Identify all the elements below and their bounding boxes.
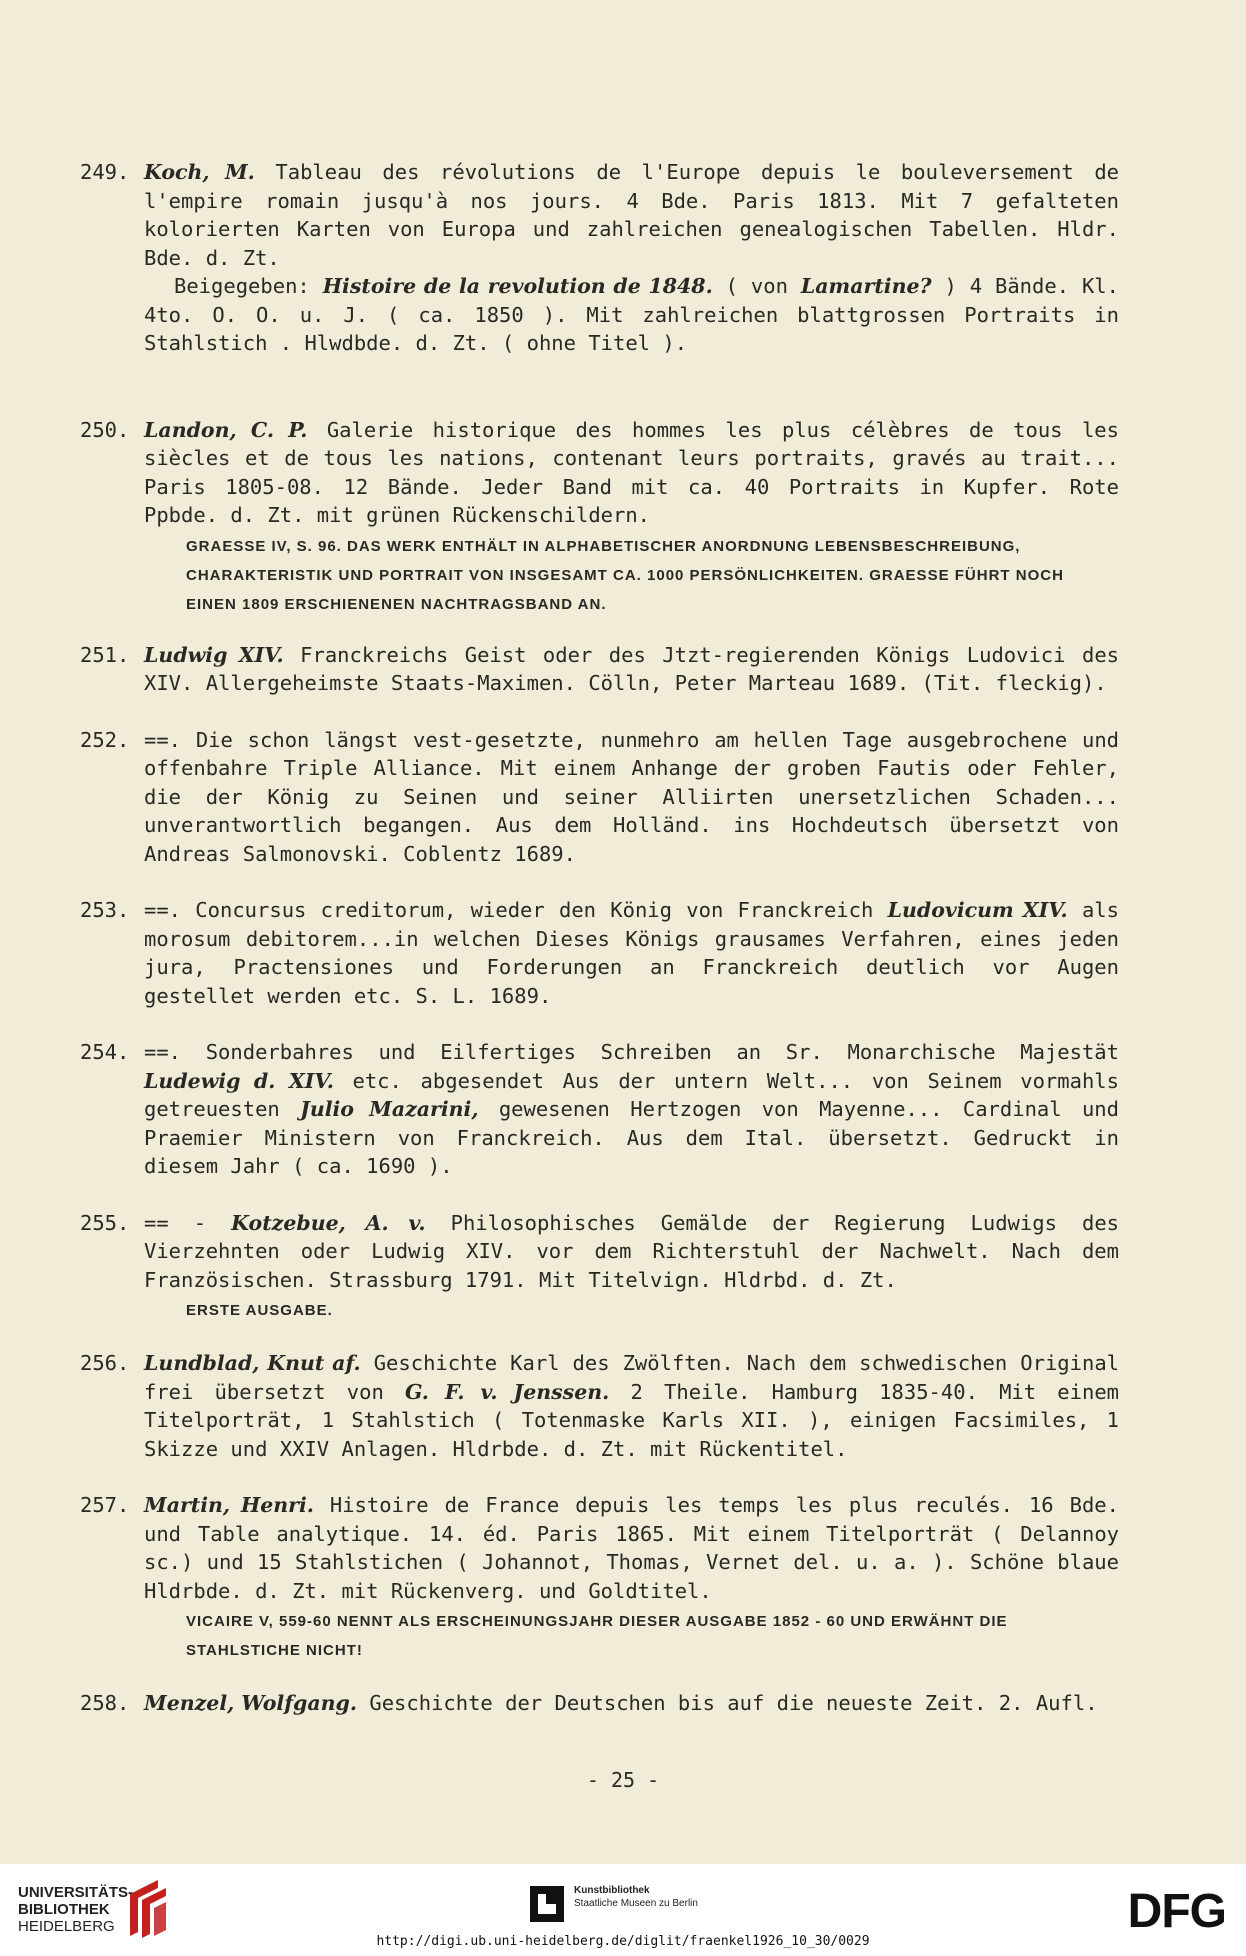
entry-number: 254. <box>80 1040 130 1064</box>
entry-number: 250. <box>80 417 130 442</box>
entry-number: 251. <box>80 642 130 667</box>
entry-text: Geschichte Karl des Zwölften. Nach dem schwedischen Original frei übersetzt von <box>144 1351 1120 1404</box>
entry-number: 249. <box>80 160 130 184</box>
kb-line: Kunstbibliothek <box>574 1885 650 1896</box>
uni-line: HEIDELBERG <box>18 1918 115 1935</box>
catalog-entry <box>80 1689 1119 1718</box>
catalog-entry <box>80 1038 1119 1181</box>
entry-text: Histoire de France depuis les temps les plus reculés. 16 Bde. und Table analytique. 14. éd. Paris 1865. Mit einem Titelporträt ( Delannoy sc.) und 15 Stahlstichen ( Johannot, Thomas, Vernet del. u. a. ). Schöne blaue Hldrbde. d. Zt. mit Rückenverg. und Goldtitel. <box>144 1493 1119 1603</box>
entry-text: ( von <box>712 274 801 298</box>
catalog-entry <box>80 896 1119 1010</box>
entry-number: 253. <box>80 898 130 922</box>
entry-text: als morosum debitorem...in welchen Dieses Königs grausames Verfahren, eines jeden jura, Practensiones und Forderungen an Franckreich deutlich vor Augen gestellet werden etc. S. L. 1689. <box>144 898 1119 1008</box>
entry-number: 255. <box>80 1210 130 1235</box>
viewer-footer <box>0 1864 1246 1956</box>
entry-text: Galerie historique des hommes les plus célèbres de tous les siècles et de tous les nations, contenant leurs portraits, gravés au trait... Paris 1805-08. 12 Bände. Jeder Band mit ca. 40 Portraits in Kupfer. Rote Ppbde. d. Zt. mit grünen Rückenschildern. <box>144 417 1119 527</box>
entry-number: 258. <box>80 1691 130 1715</box>
uni-line: UNIVERSITÄTS- <box>18 1884 134 1901</box>
entry-text: Concursus creditorum, wieder den König von Franckreich <box>181 898 888 922</box>
entry-author: Kotzebue, A. v. <box>231 1210 426 1235</box>
page-number: - 25 - <box>586 1768 660 1792</box>
entry-author: Martin, Henri. <box>144 1493 314 1517</box>
ditto-mark: == - <box>144 1210 232 1235</box>
ditto-mark: ==. <box>144 1040 182 1064</box>
university-logo-icon[interactable] <box>122 1874 170 1940</box>
entry-text: Die schon längst vest-gesetzte, nunmehro am hellen Tage ausgebrochene und offenbahre Triple Alliance. Mit einem Anhange der groben Fautis oder Fehler, die der König zu Seinen und seiner Alliirten unersetzlichen Schaden... unverantwortlich begangen. Aus dem Holländ. ins Hochdeutsch übersetzt von Andreas Salmonovski. Coblentz 1689. <box>144 727 1119 866</box>
ditto-mark: ==. <box>144 727 182 752</box>
entry-italic: Histoire de la revolution de 1848. <box>322 274 713 298</box>
entry-text: etc. abgesendet Aus der untern Welt... von Seinem vormahls getreuesten <box>144 1068 1119 1121</box>
catalog-entry <box>80 1209 1119 1326</box>
entry-author: Ludwig XIV. <box>144 642 284 667</box>
entry-text: ) 4 Bände. Kl. 4to. O. O. u. J. ( ca. 1850 ). Mit zahlreichen blattgrossen Portraits in Stahlstich . Hlwdbde. d. Zt. ( ohne Titel ). <box>144 274 1119 355</box>
entry-italic: Julio Mazarini, <box>300 1097 479 1121</box>
catalog-entry <box>80 158 1120 358</box>
entry-text: Geschichte der Deutschen bis auf die neueste Zeit. 2. Aufl. <box>357 1691 1098 1715</box>
entry-author: Koch, M. <box>144 160 255 184</box>
kunstbibliothek-logo-icon <box>530 1886 564 1922</box>
entry-text: Tableau des révolutions de l'Europe depuis le bouleversement de l'empire romain jusqu'à nos jours. 4 Bde. Paris 1813. Mit 7 gefalteten kolorierten Karten von Europa und zahlreichen genealogischen Tabellen. Hldr. Bde. d. Zt. <box>144 160 1120 270</box>
entry-note: VICAIRE V, 559-60 NENNT ALS ERSCHEINUNGSJAHR DIESER AUSGABE 1852 - 60 UND ERWÄHNT DIE STAHLSTICHE NICHT! <box>186 1613 1008 1659</box>
kb-line: Staatliche Museen zu Berlin <box>574 1898 698 1909</box>
entry-text: Beigegeben: <box>174 274 323 298</box>
catalog-entry <box>80 1491 1119 1665</box>
entry-note: ERSTE AUSGABE. <box>186 1302 333 1319</box>
entry-italic: G. F. v. Jenssen. <box>405 1379 610 1404</box>
entry-text: 2 Theile. Hamburg 1835-40. Mit einem Titelporträt, 1 Stahlstich ( Totenmaske Karls XII. ), einigen Facsimiles, 1 Skizze und XXIV Anlagen. Hldrbde. d. Zt. mit Rückentitel. <box>144 1379 1120 1461</box>
entry-note: GRAESSE IV, S. 96. DAS WERK ENTHÄLT IN ALPHABETISCHER ANORDNUNG LEBENSBESCHREIBUNG, CHARAKTERISTIK UND PORTRAIT VON INSGESAMT CA. 1000 PERSÖNLICHKEITEN. GRAESSE FÜHRT NOCH EINEN 1809 ERSCHIENENEN NACHTRAGSBAND AN. <box>186 537 1064 613</box>
entry-author: Lundblad, Knut af. <box>144 1351 361 1375</box>
entry-number: 252. <box>80 727 130 752</box>
dfg-logo[interactable]: DFG <box>1127 1885 1226 1938</box>
catalog-text <box>80 158 1120 1718</box>
catalog-entry <box>80 641 1119 698</box>
catalog-entry <box>80 1349 1120 1463</box>
entry-text: gewesenen Hertzogen von Mayenne... Cardinal und Praemier Ministern von Franckreich. Aus dem Ital. übersetzt. Gedruckt in diesem Jahr ( ca. 1690 ). <box>144 1097 1119 1178</box>
entry-text: Sonderbahres und Eilfertiges Schreiben an Sr. Monarchische Majestät <box>181 1040 1119 1064</box>
entry-italic: Ludewig d. XIV. <box>144 1068 334 1093</box>
entry-italic: Lamartine? <box>800 274 932 298</box>
uni-line: BIBLIOTHEK <box>18 1901 110 1918</box>
ditto-mark: ==. <box>144 898 182 922</box>
entry-number: 256. <box>80 1351 130 1375</box>
entry-italic: Ludovicum XIV. <box>887 898 1068 922</box>
catalog-entry <box>80 416 1119 619</box>
university-library-label[interactable] <box>18 1884 133 1935</box>
entry-author: Menzel, Wolfgang. <box>144 1691 358 1715</box>
entry-author: Landon, C. P. <box>144 417 308 442</box>
permalink-url[interactable]: http://digi.ub.uni-heidelberg.de/diglit/fraenkel1926_10_30/0029 <box>376 1934 870 1949</box>
entry-number: 257. <box>80 1493 130 1517</box>
entry-text: Philosophisches Gemälde der Regierung Ludwigs des Vierzehnten oder Ludwig XIV. vor dem Richterstuhl der Nachwelt. Nach dem Französischen. Strassburg 1791. Mit Titelvign. Hldrbd. d. Zt. <box>144 1210 1119 1292</box>
entry-text: Franckreichs Geist oder des Jtzt-regierenden Königs Ludovici des XIV. Allergeheimste Staats-Maximen. Cölln, Peter Marteau 1689. (Tit. fleckig). <box>144 642 1119 695</box>
catalog-entry <box>80 726 1119 869</box>
